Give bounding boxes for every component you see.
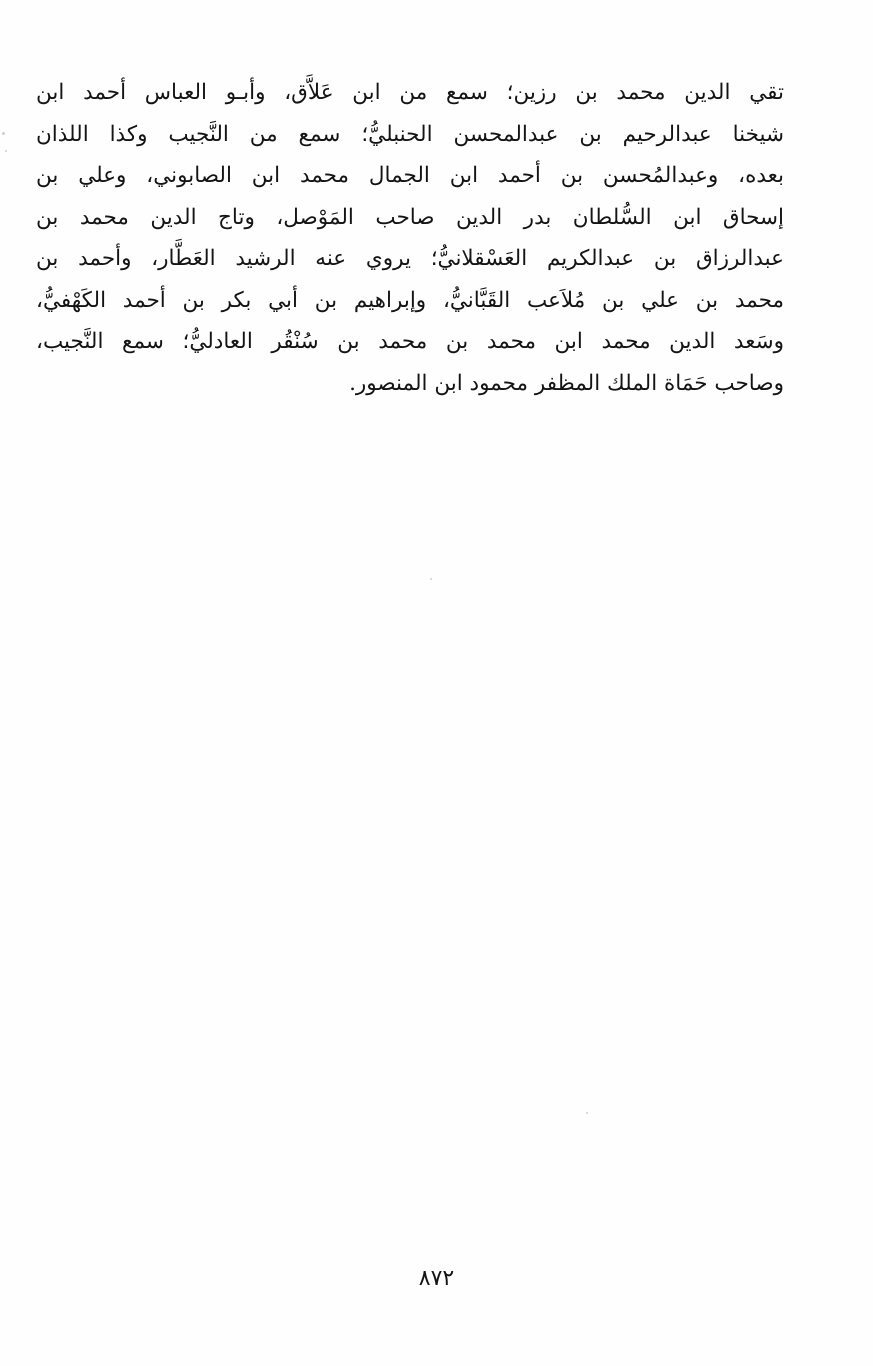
text-line: وصاحب حَمَاة الملك المظفر محمود ابن المنصور. [349, 370, 784, 396]
scan-speck [2, 132, 5, 135]
text-line: إسحاق ابن السُّلطان بدر الدين صاحب المَوْصل، وتاج الدين محمد بن [36, 204, 784, 230]
text-line: محمد بن علي بن مُلاَعب القَبَّانيُّ، وإبراهيم بن أبي بكر بن أحمد الكَهْفيُّ، [36, 287, 784, 313]
text-line: بعده، وعبدالمُحسن بن أحمد ابن الجمال محمد ابن الصابوني، وعلي بن [36, 163, 784, 188]
page-number: ٨٧٢ [418, 1266, 455, 1291]
scan-speck [5, 150, 7, 152]
text-line: عبدالرزاق بن عبدالكريم العَسْقلانيُّ؛ يروي عنه الرشيد العَطَّار، وأحمد بن [36, 246, 784, 271]
body-text [36, 72, 784, 404]
scan-speck [586, 1112, 588, 1114]
text-line: وسَعد الدين محمد ابن محمد بن محمد بن سُنْقُر العادليُّ؛ سمع النَّجيب، [36, 329, 784, 354]
scan-speck [430, 578, 432, 580]
text-line: شيخنا عبدالرحيم بن عبدالمحسن الحنبليُّ؛ سمع من النَّجيب وكذا اللذان [36, 121, 784, 147]
text-line: تقي الدين محمد بن رزين؛ سمع من ابن عَلاَّق، وأبـو العباس أحمد ابن [36, 80, 784, 105]
